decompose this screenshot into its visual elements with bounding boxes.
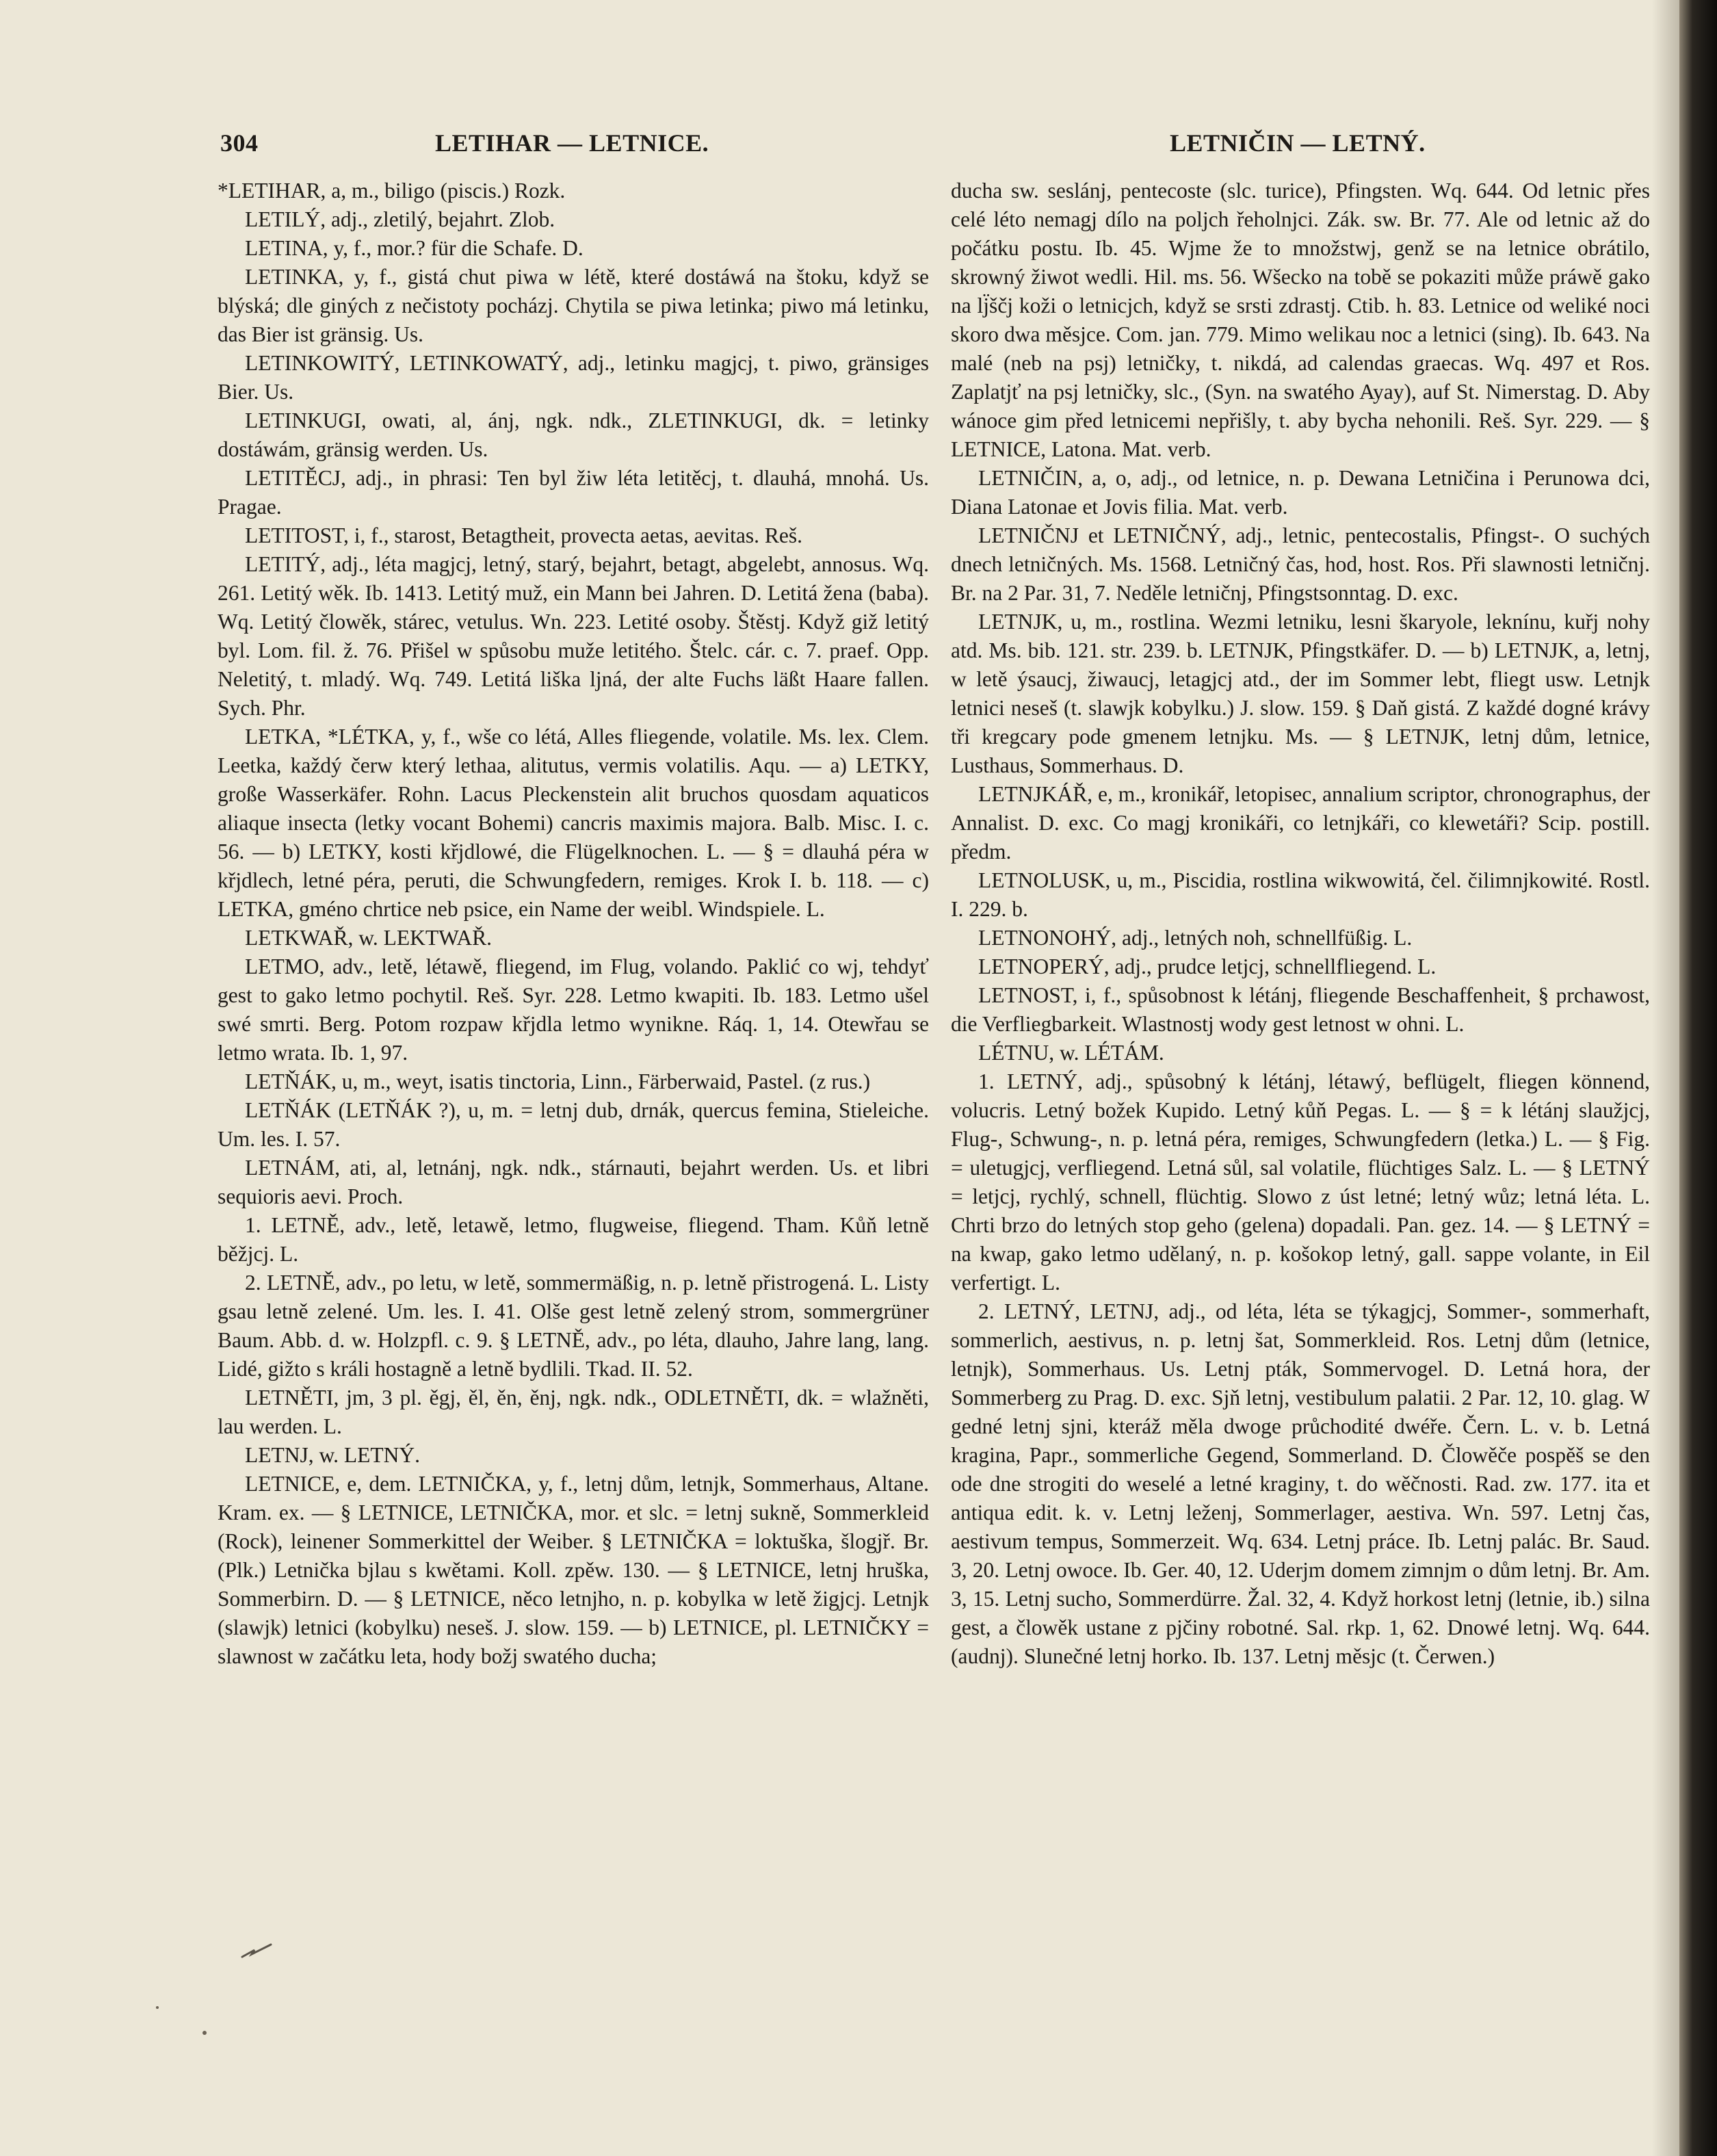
paper-speck bbox=[156, 2006, 159, 2009]
dictionary-entry: LETNJKÁŘ, e, m., kronikář, letopisec, annalium scriptor, chronographus, der Annalist. D. exc. Co magj kronikáři, co letnjkáři, co klewetáři? Scip. postill. předm. bbox=[951, 782, 1650, 863]
dictionary-entry: ducha sw. seslánj, pentecoste (slc. turice), Pfingsten. Wq. 644. Od letnic přes celé léto nemagj dílo na poljch řeholnjci. Zák. sw. Br. 77. Ale od letnic až do počátku postu. Ib. 45. Wjme že to množstwj, genž se na letnice obrátilo, skrowný žiwot wedli. Hil. ms. 56. Wšecko na tobě se pokaziti může práwě gako na lj̈ščj koži o letnicjch, když se srsti zdrastj. Ctib. h. 83. Letnice od weliké noci skoro dwa měsjce. Com. jan. 779. Mimo welikau noc a letnici (sing). Ib. 643. Na malé (neb na psj) letničky, t. nikdá, ad calendas graecas. Wq. 497 et Ros. Zaplatjť na psj letničky, slc., (Syn. na swatého Ayay), auf St. Nimerstag. D. Aby wánoce gim před letnicemi nepřišly, t. aby bycha nehonili. Reš. Syr. 229. — § LETNICE, Latona. Mat. verb. bbox=[951, 179, 1650, 461]
left-column bbox=[218, 177, 929, 1671]
dictionary-entry: *LETIHAR, a, m., biligo (piscis.) Rozk. bbox=[218, 179, 566, 203]
left-running-head: LETIHAR — LETNICE. bbox=[435, 129, 709, 157]
dictionary-entry: LETNONOHÝ, adj., letných noh, schnellfüßig. L. bbox=[978, 926, 1413, 950]
dictionary-entry: 1. LETNĚ, adv., letě, letawě, letmo, flugweise, fliegend. Tham. Kůň letně běžjcj. L. bbox=[218, 1213, 929, 1266]
dictionary-entry: LETŇÁK, u, m., weyt, isatis tinctoria, Linn., Färberwaid, Pastel. (z rus.) bbox=[245, 1069, 871, 1093]
right-column bbox=[951, 177, 1650, 1671]
dictionary-entry: LETNJ, w. LETNÝ. bbox=[245, 1443, 421, 1467]
dictionary-entry: 2. LETNÝ, LETNJ, adj., od léta, léta se týkagjcj, Sommer-, sommerhaft, sommerlich, aestivus, n. p. letnj šat, Sommerkleid. Ros. Letnj dům (letnice, letnjk), Sommerhaus. Us. Letnj pták, Sommervogel. D. Letná hora, der Sommerberg zu Prag. D. exc. Sjň letnj, vestibulum palatii. 2 Par. 12, 10. glag. W gedné letnj sjni, kteráž měla dwoge průchodité dwéře. Čern. L. v. b. Letná kragina, Papr., sommerliche Gegend, Sommerland. D. Člowěče pospěš se den ode dne strogiti do weselé a letné kraginy, t. do wěčnosti. Rad. zw. 177. ita et antiqua edit. k. v. Letnj leženj, Sommerlager, aestiva. Wn. 597. Letnj čas, aestivum tempus, Sommerzeit. Wq. 634. Letnj práce. Ib. Letnj palác. Br. Saud. 3, 20. Letnj owoce. Ib. Ger. 40, 12. Uderjm domem zimnjm o dům letnj. Br. Am. 3, 15. Letnj sucho, Sommerdürre. Žal. 32, 4. Když horkost letnj (letnie, ib.) silna gest, a člowěk ustane z pjčiny robotné. Sal. rkp. 1, 62. Dnowé letnj. Wq. 644. (audnj). Slunečné letnj horko. Ib. 137. Letnj měsjc (t. Čerwen.) bbox=[951, 1299, 1650, 1668]
dictionary-entry: LETKWAŘ, w. LEKTWAŘ. bbox=[245, 926, 493, 950]
dictionary-entry: LETNĚTI, jm, 3 pl. ěgj, ěl, ěn, ěnj, ngk. ndk., ODLETNĚTI, dk. = wlažněti, lau werden. L. bbox=[218, 1386, 929, 1438]
dictionary-entry: LETNÁM, ati, al, letnánj, ngk. ndk., stárnauti, bejahrt werden. Us. et libri sequioris aevi. Proch. bbox=[218, 1156, 929, 1208]
dictionary-entry: LETINKOWITÝ, LETINKOWATÝ, adj., letinku magjcj, t. piwo, gränsiges Bier. Us. bbox=[218, 351, 929, 404]
dictionary-entry: LETNIČIN, a, o, adj., od letnice, n. p. Dewana Letničina i Perunowa dci, Diana Latonae et Jovis filia. Mat. verb. bbox=[951, 466, 1650, 519]
dictionary-entry: LETILÝ, adj., zletilý, bejahrt. Zlob. bbox=[245, 207, 555, 231]
dictionary-entry: LETŇÁK (LETŇÁK ?), u, m. = letnj dub, drnák, quercus femina, Stieleiche. Um. les. I. 57. bbox=[218, 1098, 929, 1151]
dictionary-entry: LETNOST, i, f., spůsobnost k létánj, fliegende Beschaffenheit, § prchawost, die Verfliegbarkeit. Wlastnostj wody gest letnost w ohni. L. bbox=[951, 983, 1650, 1036]
dictionary-entry: LÉTNU, w. LÉTÁM. bbox=[978, 1041, 1164, 1065]
gutter-shadow bbox=[1652, 0, 1679, 2156]
dictionary-entry: LETNIČNJ et LETNIČNÝ, adj., letnic, pentecostalis, Pfingst-. O suchých dnech letničných. Ms. 1568. Letničný čas, hod, host. Ros. Při slawnosti letničnj. Br. na 2 Par. 31, 7. Neděle letničnj, Pfingstsonntag. D. exc. bbox=[951, 523, 1650, 605]
dictionary-entry: LETNOPERÝ, adj., prudce letjcj, schnellfliegend. L. bbox=[978, 954, 1437, 978]
book-spine bbox=[1679, 0, 1717, 2156]
dictionary-entry: LETITOST, i, f., starost, Betagtheit, provecta aetas, aevitas. Reš. bbox=[245, 523, 802, 547]
dictionary-entry: LETNICE, e, dem. LETNIČKA, y, f., letnj dům, letnjk, Sommerhaus, Altane. Kram. ex. — § LETNICE, LETNIČKA, mor. et slc. = letnj sukně, Sommerkleid (Rock), leinener Sommerkittel der Weiber. § LETNIČKA = loktuška, šlogjř. Br. (Plk.) Letnička bjlau s kwětami. Koll. zpěw. 130. — § LETNICE, letnj hruška, Sommerbirn. D. — § LETNICE, něco letnjho, n. p. kobylka w letě žigjcj. Letnjk (slawjk) letnici (kobylku) neseš. J. slow. 159. — b) LETNICE, pl. LETNIČKY = slawnost w začátku leta, hody božj swatého ducha; bbox=[218, 1472, 929, 1668]
right-running-head: LETNIČIN — LETNÝ. bbox=[1170, 129, 1426, 157]
dictionary-entry: LETITÝ, adj., léta magjcj, letný, starý, bejahrt, betagt, abgelebt, annosus. Wq. 261. Letitý wěk. Ib. 1413. Letitý muž, ein Mann bei Jahren. D. Letitá žena (baba). Wq. Letitý člowěk, stárec, vetulus. Wn. 223. Letité osoby. Štěstj. Když giž letitý byl. Lom. fil. ž. 76. Přišel w spůsobu muže letitého. Štelc. cár. c. 7. praef. Opp. Neletitý, t. mladý. Wq. 749. Letitá liška ljná, der alte Fuchs läßt Haare fallen. Sych. Phr. bbox=[218, 552, 929, 720]
dictionary-entry: LETINKA, y, f., gistá chut piwa w létě, které dostáwá na štoku, když se blýská; dle giných z nečistoty pocházj. Chytila se piwa letinka; piwo má letinku, das Bier ist gränsig. Us. bbox=[218, 265, 929, 346]
dictionary-entry: LETKA, *LÉTKA, y, f., wše co létá, Alles fliegende, volatile. Ms. lex. Clem. Leetka, každý čerw který lethaa, alitutus, vermis volatilis. Aqu. — a) LETKY, große Wasserkäfer. Rohn. Lacus Pleckenstein alit bruchos quosdam aquaticos aliaque insecta (letky vocant Bohemi) cancris maximis majora. Balb. Misc. I. c. 56. — b) LETKY, kosti křjdlowé, die Flügelknochen. L. — § = dlauhá péra w křjdlech, letné péra, peruti, die Schwungfedern, remiges. Krok I. b. 118. — c) LETKA, gméno chrtice neb psice, ein Name der weibl. Windspiele. L. bbox=[218, 725, 929, 921]
dictionary-entry: LETNJK, u, m., rostlina. Wezmi letniku, lesni škaryole, leknínu, kuřj nohy atd. Ms. bib. 121. str. 239. b. LETNJK, Pfingstkäfer. D. — b) LETNJK, a, letnj, w letě ýsaucj, žiwaucj, letagjcj atd., der im Sommer lebt, fliegt usw. Letnjk letnici neseš (t. slawjk kobylku.) J. slow. 159. § Daň gistá. Z každé dogné krávy tři kregcary pode gmenem letnjku. Ms. — § LETNJK, letnj dům, letnice, Lusthaus, Sommerhaus. D. bbox=[951, 610, 1650, 777]
dictionary-entry: LETITĚCJ, adj., in phrasi: Ten byl žiw léta letitěcj, t. dlauhá, mnohá. Us. Pragae. bbox=[218, 466, 929, 519]
pencil-mark-icon bbox=[241, 1943, 274, 1958]
dictionary-entry: 1. LETNÝ, adj., spůsobný k létánj, létawý, beflügelt, fliegen könnend, volucris. Letný božek Kupido. Letný kůň Pegas. L. — § = k létánj slaužjcj, Flug-, Schwung-, n. p. letná péra, remiges, Schwungfedern (letka.) L. — § Fig. = uletugjcj, verfliegend. Letná sůl, sal volatile, flüchtiges Salz. L. — § LETNÝ = letjcj, rychlý, schnell, flüchtig. Slowo z úst letné; letný wůz; letná léta. L. Chrti brzo do letných stop geho (gelena) dopadali. Pan. gez. 14. — § LETNÝ = na kwap, gako letmo udělaný, n. p. košokop letný, gall. sappe volante, in Eil verfertigt. L. bbox=[951, 1069, 1650, 1295]
dictionary-entry: LETNOLUSK, u, m., Piscidia, rostlina wikwowitá, čel. čilimnjkowité. Rostl. I. 229. b. bbox=[951, 868, 1650, 921]
page-number: 304 bbox=[220, 129, 259, 157]
dictionary-entry: LETINA, y, f., mor.? für die Schafe. D. bbox=[245, 236, 584, 260]
dictionary-entry: LETMO, adv., letě, létawě, fliegend, im Flug, volando. Paklić co wj, tehdyť gest to gako letmo pochytil. Reš. Syr. 228. Letmo kwapiti. Ib. 183. Letmo ušel swé smrti. Berg. Potom rozpaw křjdla letmo wynikne. Ráq. 1, 14. Otewřau se letmo wrata. Ib. 1, 97. bbox=[218, 954, 929, 1065]
dictionary-entry: 2. LETNĚ, adv., po letu, w letě, sommermäßig, n. p. letně přistrogená. L. Listy gsau letně zelené. Um. les. I. 41. Olše gest letně zelený strom, sommergrüner Baum. Abb. d. w. Holzpfl. c. 9. § LETNĚ, adv., po léta, dlauho, Jahre lang, lang. Lidé, gižto s králi hostagně a letně bydlili. Tkad. II. 52. bbox=[218, 1271, 929, 1381]
dictionary-entry: LETINKUGI, owati, al, ánj, ngk. ndk., ZLETINKUGI, dk. = letinky dostáwám, gränsig werden. Us. bbox=[218, 408, 929, 461]
paper-speck bbox=[202, 2031, 207, 2035]
